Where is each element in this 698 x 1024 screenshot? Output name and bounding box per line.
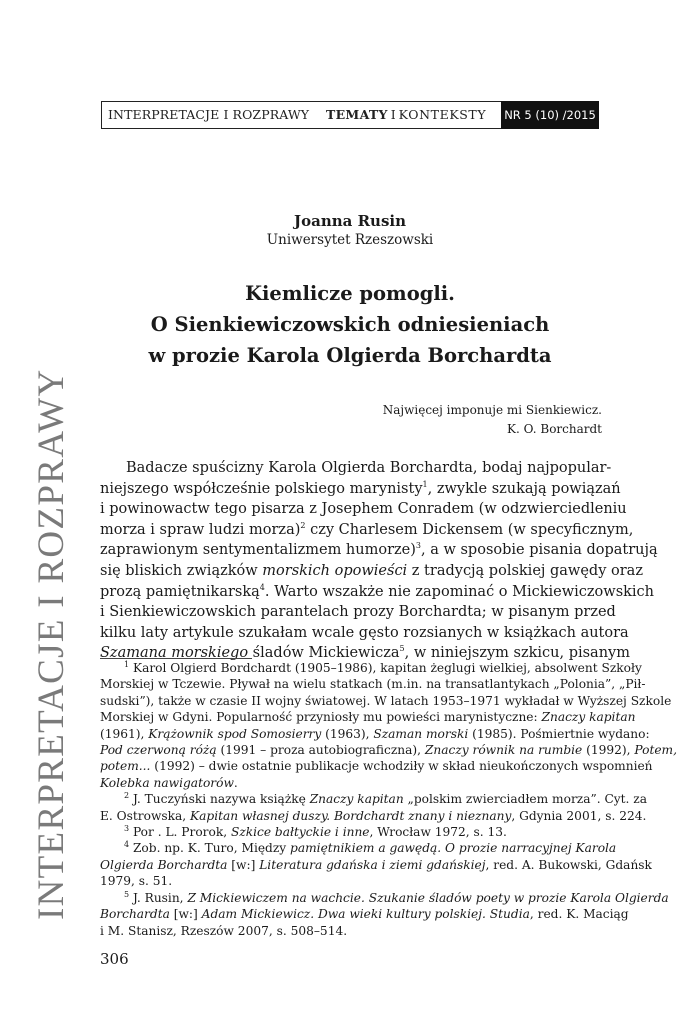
footnote-5: $^5$ J. Rusin, Z Mickiewiczem na wachcie. Szukanie śladów poety w prozie Karola Olgierda <box>124 889 669 905</box>
journal-name-bold: TEMATY <box>326 107 388 122</box>
section-label: INTERPRETACJE I ROZPRAWY <box>108 107 310 122</box>
footnotes <box>100 659 677 939</box>
footnote-line: potem... (1992) – dwie ostatnie publikacje wchodziły w skład nieukończonych wspomnień <box>100 759 653 774</box>
footnote-line: Morskiej w Gdyni. Popularność przyniosły mu powieści marynistyczne: Znaczy kapitan <box>100 710 636 725</box>
page-number: 306 <box>100 950 129 968</box>
footnote-1: $^1$ Karol Olgierd Bordchardt (1905–1986), kapitan żeglugi wielkiej, absolwent Szkoły <box>124 659 642 675</box>
footnote-separator <box>100 658 252 659</box>
footnote-3: $^3$ Por . L. Prorok, Szkice bałtyckie i inne, Wrocław 1972, s. 13. <box>124 824 507 840</box>
body-line: zaprawionym sentymentalizmem humorze)$^3$, a w sposobie pisania dopatrują <box>100 541 658 559</box>
author-name: Joanna Rusin <box>294 212 406 230</box>
body-line: i Sienkiewiczowskich parantelach prozy Borchardta; w pisanym przed <box>100 604 616 621</box>
footnote-line: Pod czerwoną różą (1991 – proza autobiograficzna), Znaczy równik na rumbie (1992), Potem, <box>100 743 677 758</box>
footnote-line: Morskiej w Tczewie. Pływał na wielu statkach (m.in. na transatlantykach „Polonia”, „Pił- <box>100 677 646 692</box>
journal-name-sep: I <box>390 107 396 122</box>
footnote-line: i M. Stanisz, Rzeszów 2007, s. 508–514. <box>100 923 348 938</box>
body-paragraph <box>100 458 658 664</box>
footnote-ref[interactable]: 5 <box>399 644 405 654</box>
footnote-ref[interactable]: 2 <box>300 520 306 530</box>
side-section-label: INTERPRETACJE I ROZPRAWY <box>31 368 72 920</box>
footnote-line: (1961), Krążownik spod Somosierry (1963), Szaman morski (1985). Pośmiertnie wydano: <box>100 726 650 741</box>
body-line: prozą pamiętnikarską$^4$. Warto wszakże nie zapominać o Mickiewiczowskich <box>100 582 655 600</box>
footnote-line: sudski”), także w czasie II wojny światowej. W latach 1953–1971 wykładał w Wyższej Szkole <box>100 693 672 708</box>
footnote-ref[interactable]: 3 <box>415 541 421 551</box>
article-title <box>100 278 600 371</box>
journal-name <box>326 107 486 122</box>
footnote-line: Borchardta [w:] Adam Mickiewicz. Dwa wieki kultury polskiej. Studia, red. K. Maciąg <box>100 907 629 922</box>
footnote-line: 1979, s. 51. <box>100 874 173 889</box>
footnote-line: Kolebka nawigatorów. <box>100 775 238 790</box>
footnote-ref[interactable]: 1 <box>422 479 428 489</box>
running-header <box>101 101 599 129</box>
body-line: Szamana morskiego śladów Mickiewicza$^5$, w niniejszym szkicu, pisanym <box>100 644 630 662</box>
author-affiliation: Uniwersytet Rzeszowski <box>266 232 434 248</box>
body-line: się bliskich związków morskich opowieści z tradycją polskiej gawędy oraz <box>100 562 643 579</box>
body-line: morza i spraw ludzi morza)$^2$ czy Charlesem Dickensem (w specyficznym, <box>100 520 634 538</box>
title-line-3: w prozie Karola Olgierda Borchardta <box>148 344 552 367</box>
journal-name-rest: KONTEKSTY <box>398 107 487 122</box>
body-line: kilku laty artykule szukałam wcale gęsto rozsianych w książkach autora <box>100 624 629 641</box>
title-line-1: Kiemlicze pomogli. <box>245 282 455 305</box>
body-line: niejszego współcześnie polskiego marynisty$^1$, zwykle szukają powiązań <box>100 479 621 497</box>
footnote-4: $^4$ Zob. np. K. Turo, Między pamiętnikiem a gawędą. O prozie narracyjnej Karola <box>124 840 617 856</box>
body-line: Badacze spuścizny Karola Olgierda Borchardta, bodaj najpopular- <box>126 460 612 476</box>
body-line: i powinowactw tego pisarza z Josephem Conradem (w odzwierciedleniu <box>100 501 627 518</box>
issue-badge: NR 5 (10) /2015 <box>501 101 599 129</box>
epigraph <box>383 401 602 439</box>
footnote-line: E. Ostrowska, Kapitan własnej duszy. Bordchardt znany i nieznany, Gdynia 2001, s. 224. <box>100 808 647 823</box>
epigraph-quote: Najwięcej imponuje mi Sienkiewicz. <box>382 403 602 417</box>
footnote-line: Olgierda Borchardta [w:] Literatura gdańska i ziemi gdańskiej, red. A. Bukowski, Gdańsk <box>100 857 652 872</box>
footnote-ref[interactable]: 4 <box>259 582 265 592</box>
title-line-2: O Sienkiewiczowskich odniesieniach <box>150 313 550 336</box>
footnote-2: $^2$ J. Tuczyński nazywa książkę Znaczy kapitan „polskim zwierciadłem morza”. Cyt. za <box>124 791 647 807</box>
epigraph-source: K. O. Borchardt <box>507 422 602 436</box>
